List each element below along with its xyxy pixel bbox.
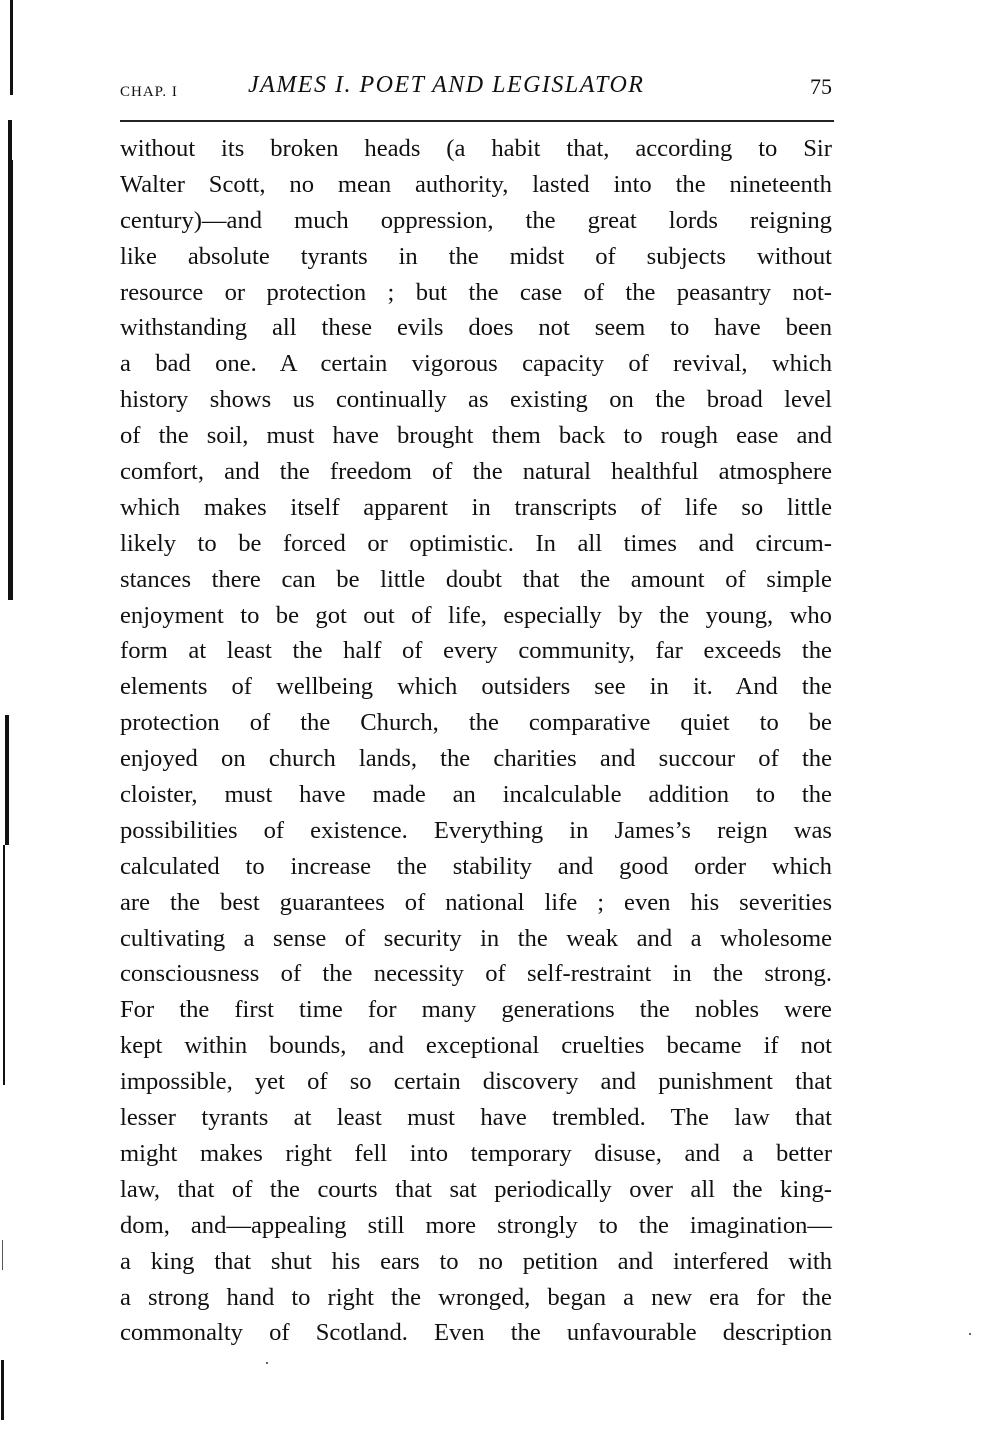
text-line: century)—and much oppression, the great lords reigning bbox=[120, 206, 832, 234]
text-line: protection of the Church, the comparative quiet to be bbox=[120, 709, 832, 737]
scan-edge-mark bbox=[10, 0, 13, 95]
text-line: are the best guarantees of national life ; even his severities bbox=[120, 888, 833, 916]
text-line: cultivating a sense of security in the weak and a wholesome bbox=[120, 924, 833, 952]
text-line: which makes itself apparent in transcripts of life so little bbox=[120, 493, 833, 521]
text-line: elements of wellbeing which outsiders see in it. And the bbox=[120, 673, 832, 701]
text-line: kept within bounds, and exceptional cruelties became if not bbox=[120, 1032, 833, 1060]
scan-edge-mark bbox=[8, 160, 13, 600]
scan-edge-mark bbox=[2, 1240, 3, 1270]
scan-edge-mark bbox=[5, 715, 9, 845]
text-line: calculated to increase the stability and good order which bbox=[120, 852, 832, 880]
text-line: impossible, yet of so certain discovery and punishment that bbox=[120, 1068, 832, 1096]
text-line: a bad one. A certain vigorous capacity of revival, which bbox=[120, 350, 833, 378]
text-line: history shows us continually as existing on the broad level bbox=[120, 386, 832, 414]
running-title: JAMES I. POET AND LEGISLATOR bbox=[248, 72, 645, 98]
text-line: might makes right fell into temporary disuse, and a better bbox=[120, 1139, 833, 1167]
text-line: lesser tyrants at least must have trembled. The law that bbox=[120, 1104, 832, 1132]
scan-edge-mark bbox=[3, 845, 5, 1085]
text-line: stances there can be little doubt that the amount of simple bbox=[120, 565, 832, 593]
text-line: Walter Scott, no mean authority, lasted into the nineteenth bbox=[120, 170, 832, 198]
text-line: like absolute tyrants in the midst of subjects without bbox=[120, 242, 832, 270]
text-line: cloister, must have made an incalculable addition to the bbox=[120, 781, 832, 809]
stray-ink-dot bbox=[969, 1333, 971, 1335]
text-line: a strong hand to right the wronged, began a new era for the bbox=[120, 1283, 832, 1311]
stray-ink-dot bbox=[266, 1362, 268, 1364]
scan-edge-mark bbox=[8, 120, 12, 160]
text-line: of the soil, must have brought them back to rough ease and bbox=[120, 422, 832, 450]
text-line: For the first time for many generations the nobles were bbox=[120, 996, 832, 1024]
text-line: a king that shut his ears to no petition and interfered with bbox=[120, 1247, 833, 1275]
body-text bbox=[120, 131, 832, 1351]
text-line: law, that of the courts that sat periodically over all the king- bbox=[120, 1175, 832, 1203]
text-line: consciousness of the necessity of self-restraint in the strong. bbox=[120, 960, 832, 988]
text-line: withstanding all these evils does not seem to have been bbox=[120, 314, 833, 342]
text-line: commonalty of Scotland. Even the unfavourable description bbox=[120, 1319, 833, 1347]
scan-edge-mark bbox=[1, 1360, 4, 1420]
text-line: comfort, and the freedom of the natural healthful atmosphere bbox=[120, 458, 833, 486]
text-line: resource or protection ; but the case of the peasantry not- bbox=[120, 278, 832, 306]
text-line: possibilities of existence. Everything in James’s reign was bbox=[120, 816, 832, 844]
text-line: enjoyment to be got out of life, especially by the young, who bbox=[120, 601, 832, 629]
header-rule bbox=[120, 120, 834, 122]
text-line: form at least the half of every community, far exceeds the bbox=[120, 637, 832, 665]
text-line: enjoyed on church lands, the charities and succour of the bbox=[120, 745, 832, 773]
running-head bbox=[120, 72, 832, 106]
text-line: without its broken heads (a habit that, according to Sir bbox=[120, 135, 832, 162]
page-number: 75 bbox=[810, 74, 832, 99]
text-line: likely to be forced or optimistic. In all times and circum- bbox=[120, 529, 832, 557]
text-line: dom, and—appealing still more strongly to the imagination— bbox=[120, 1211, 833, 1239]
chapter-label: CHAP. I bbox=[120, 84, 178, 100]
